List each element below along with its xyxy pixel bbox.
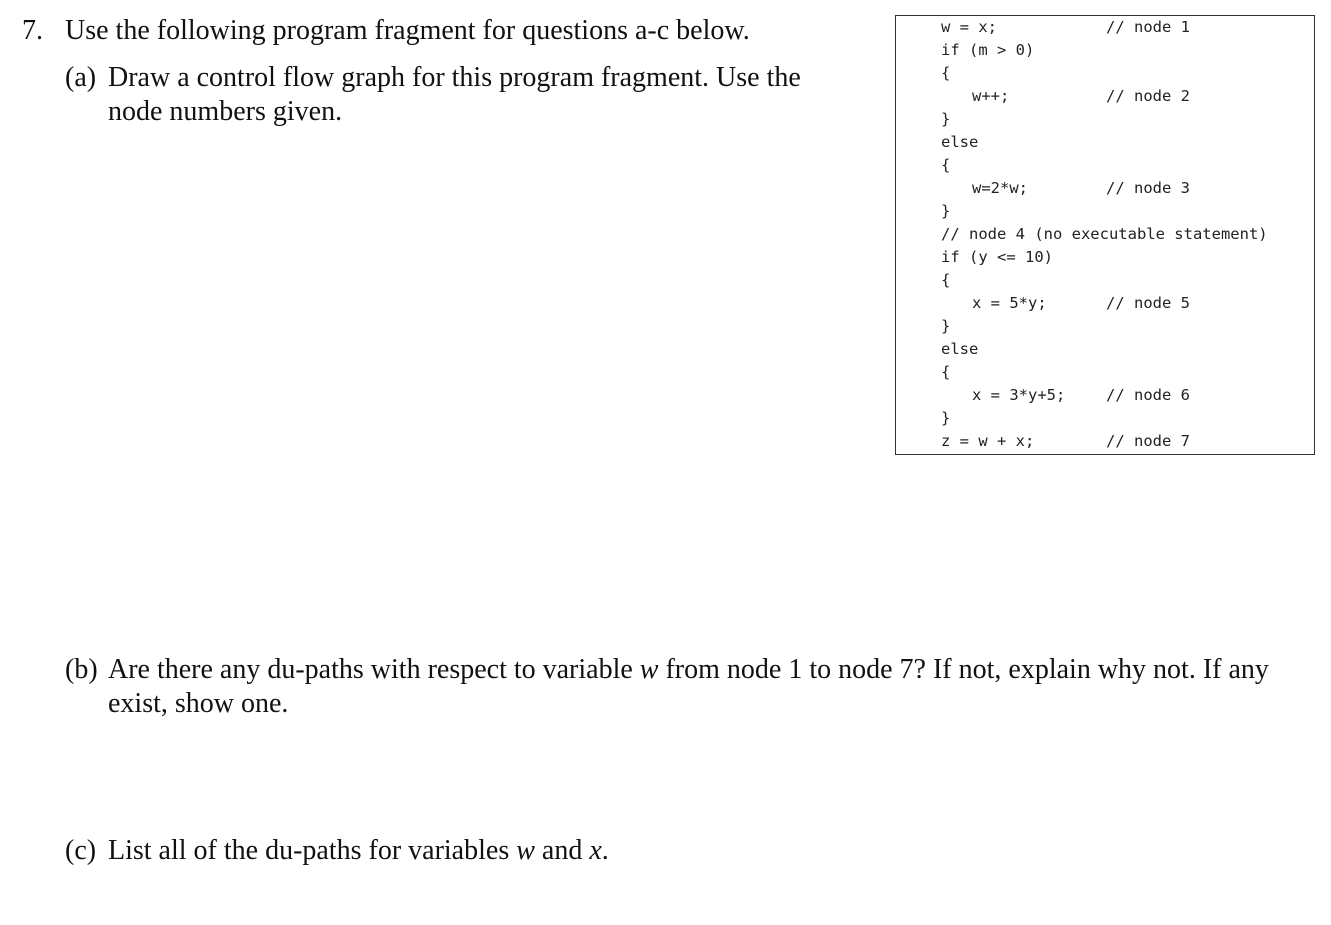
question-number: 7. bbox=[22, 15, 43, 46]
code-comment-node-3: // node 3 bbox=[1106, 179, 1190, 197]
code-line-10: // node 4 (no executable statement) bbox=[941, 225, 1268, 243]
code-comment-node-1: // node 1 bbox=[1106, 18, 1190, 36]
code-line-18: } bbox=[941, 409, 951, 427]
part-b bbox=[65, 653, 1315, 721]
code-line-2: if (m > 0) bbox=[941, 41, 1035, 59]
code-line-4: w++; bbox=[972, 87, 1010, 105]
part-a-text: Draw a control flow graph for this program fragment. Use the node numbers given. bbox=[108, 62, 801, 127]
code-comment-node-6: // node 6 bbox=[1106, 386, 1190, 404]
code-line-16: { bbox=[941, 363, 951, 381]
code-line-3: { bbox=[941, 64, 951, 82]
code-line-6: else bbox=[941, 133, 979, 151]
code-line-9: } bbox=[941, 202, 951, 220]
code-comment-node-2: // node 2 bbox=[1106, 87, 1190, 105]
part-a bbox=[65, 61, 855, 129]
code-line-15: else bbox=[941, 340, 979, 358]
part-b-text-1: Are there any du-paths with respect to variable bbox=[108, 654, 640, 685]
code-line-11: if (y <= 10) bbox=[941, 248, 1053, 266]
code-line-8: w=2*w; bbox=[972, 179, 1028, 197]
code-comment-node-7: // node 7 bbox=[1106, 432, 1190, 450]
code-line-1: w = x; bbox=[941, 18, 997, 36]
code-line-5: } bbox=[941, 110, 951, 128]
part-c-text-1: List all of the du-paths for variables bbox=[108, 835, 517, 866]
part-b-label: (b) bbox=[65, 654, 98, 685]
code-line-14: } bbox=[941, 317, 951, 335]
part-c-label: (c) bbox=[65, 835, 97, 866]
part-b-var-w: w bbox=[639, 654, 659, 685]
part-c-var-w: w bbox=[516, 835, 535, 866]
code-comment-node-5: // node 5 bbox=[1106, 294, 1190, 312]
part-a-label: (a) bbox=[65, 62, 97, 93]
code-line-12: { bbox=[941, 271, 951, 289]
code-line-17: x = 3*y+5; bbox=[972, 386, 1066, 404]
code-line-19: z = w + x; bbox=[941, 432, 1035, 450]
part-b-text-2: from node 1 to node 7? If not, explain why not. If any exist, show one. bbox=[108, 654, 1269, 719]
part-c bbox=[65, 834, 965, 868]
question-intro: Use the following program fragment for questions a-c below. bbox=[65, 15, 750, 46]
part-c-text-2: and bbox=[534, 835, 590, 866]
code-line-7: { bbox=[941, 156, 951, 174]
code-line-13: x = 5*y; bbox=[972, 294, 1047, 312]
part-b-text bbox=[108, 653, 1315, 721]
part-c-text-3: . bbox=[601, 835, 609, 866]
code-listing bbox=[895, 15, 1315, 455]
part-c-text bbox=[108, 834, 965, 868]
part-c-var-x: x bbox=[589, 835, 602, 866]
